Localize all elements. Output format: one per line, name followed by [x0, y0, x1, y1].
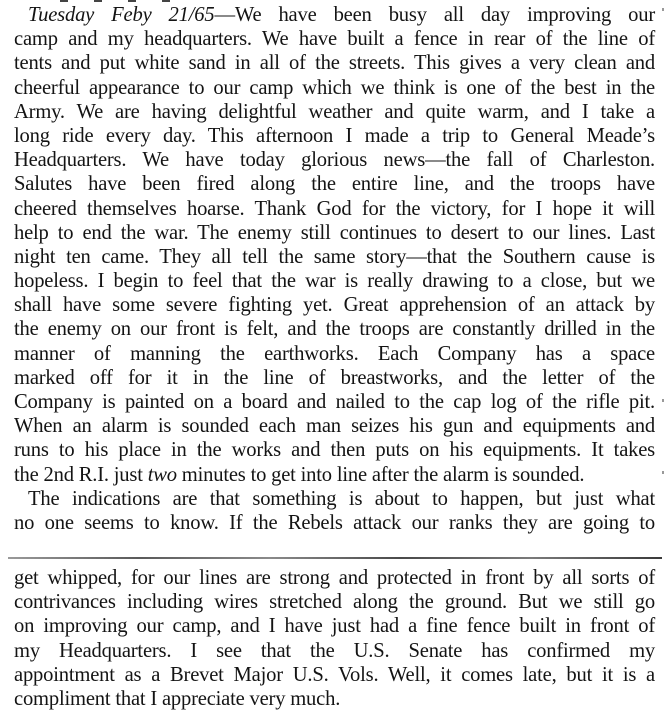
- text-line: appointment as a Brevet Major U.S. Vols. Well, it comes late, but it is a: [14, 663, 655, 686]
- text-line: on improving our camp, and I have just had a fine fence built in front of: [14, 615, 655, 638]
- text-line: contrivances including wires stretched along the ground. But we still go: [14, 591, 655, 614]
- text-block-lower: [14, 566, 655, 711]
- cut-off-previous-line: [60, 0, 360, 2]
- entry-date: Tuesday Feby 21/65: [28, 4, 215, 26]
- text-line: shall have some severe fighting yet. Great apprehension of an attack by: [14, 294, 655, 317]
- text-line: manner of manning the earthworks. Each Company has a space: [14, 342, 655, 365]
- text-line: the enemy on our front is felt, and the troops are constantly drilled in the: [14, 318, 655, 341]
- scan-seam-divider: [8, 557, 662, 559]
- descender-fragment: [128, 0, 136, 2]
- text-line: hopeless. I begin to feel that the war is really drawing to a close, but we: [14, 270, 655, 293]
- descender-fragment: [60, 0, 68, 2]
- text-line: When an alarm is sounded each man seizes his gun and equipments and: [14, 415, 655, 438]
- text-line: long ride every day. This afternoon I made a trip to General Meade’s: [14, 124, 655, 147]
- text-line: no one seems to know. If the Rebels attack our ranks they are going to: [14, 511, 655, 534]
- descender-fragment: [162, 0, 170, 2]
- text-line: The indications are that something is about to happen, but just what: [28, 487, 655, 510]
- text-line: Tuesday Feby 21/65—We have been busy all day improving our: [28, 4, 655, 26]
- text-line: the 2nd R.I. just two minutes to get into line after the alarm is sounded.: [14, 463, 585, 486]
- text-line: Headquarters. We have today glorious news—the fall of Charleston.: [14, 149, 655, 172]
- text-line: Army. We are having delightful weather and quite warm, and I take a: [14, 100, 655, 123]
- descender-fragment: [94, 0, 102, 2]
- margin-speck: [662, 399, 664, 402]
- emphasis: two: [147, 463, 177, 486]
- text-line: get whipped, for our lines are strong and protected in front by all sorts of: [14, 567, 655, 589]
- text-line: Salutes have been fired along the entire line, and the troops have: [14, 173, 655, 196]
- text-block-upper: [14, 3, 655, 535]
- text-line: help to end the war. The enemy still continues to desert to our lines. Last: [14, 221, 655, 244]
- text-line: Company is painted on a board and nailed to the cap log of the rifle pit.: [14, 391, 655, 413]
- text-line: compliment that I appreciate very much.: [14, 687, 341, 710]
- margin-speck: [662, 8, 664, 11]
- text-line: tents and put white sand in all of the streets. This gives a very clean and: [14, 52, 655, 75]
- text-line: runs to his place in the works and then puts on his equipments. It takes: [14, 439, 655, 462]
- text-line: my Headquarters. I see that the U.S. Senate has confirmed my: [14, 639, 655, 662]
- text-line: cheered themselves hoarse. Thank God for the victory, for I hope it will: [14, 197, 655, 220]
- text-line: cheerful appearance to our camp which we think is one of the best in the: [14, 76, 655, 99]
- text-line: night ten came. They all tell the same story—that the Southern cause is: [14, 245, 655, 268]
- text-line: camp and my headquarters. We have built a fence in rear of the line of: [14, 28, 655, 51]
- text-line: marked off for it in the line of breastworks, and the letter of the: [14, 366, 655, 389]
- margin-speck: [662, 471, 664, 474]
